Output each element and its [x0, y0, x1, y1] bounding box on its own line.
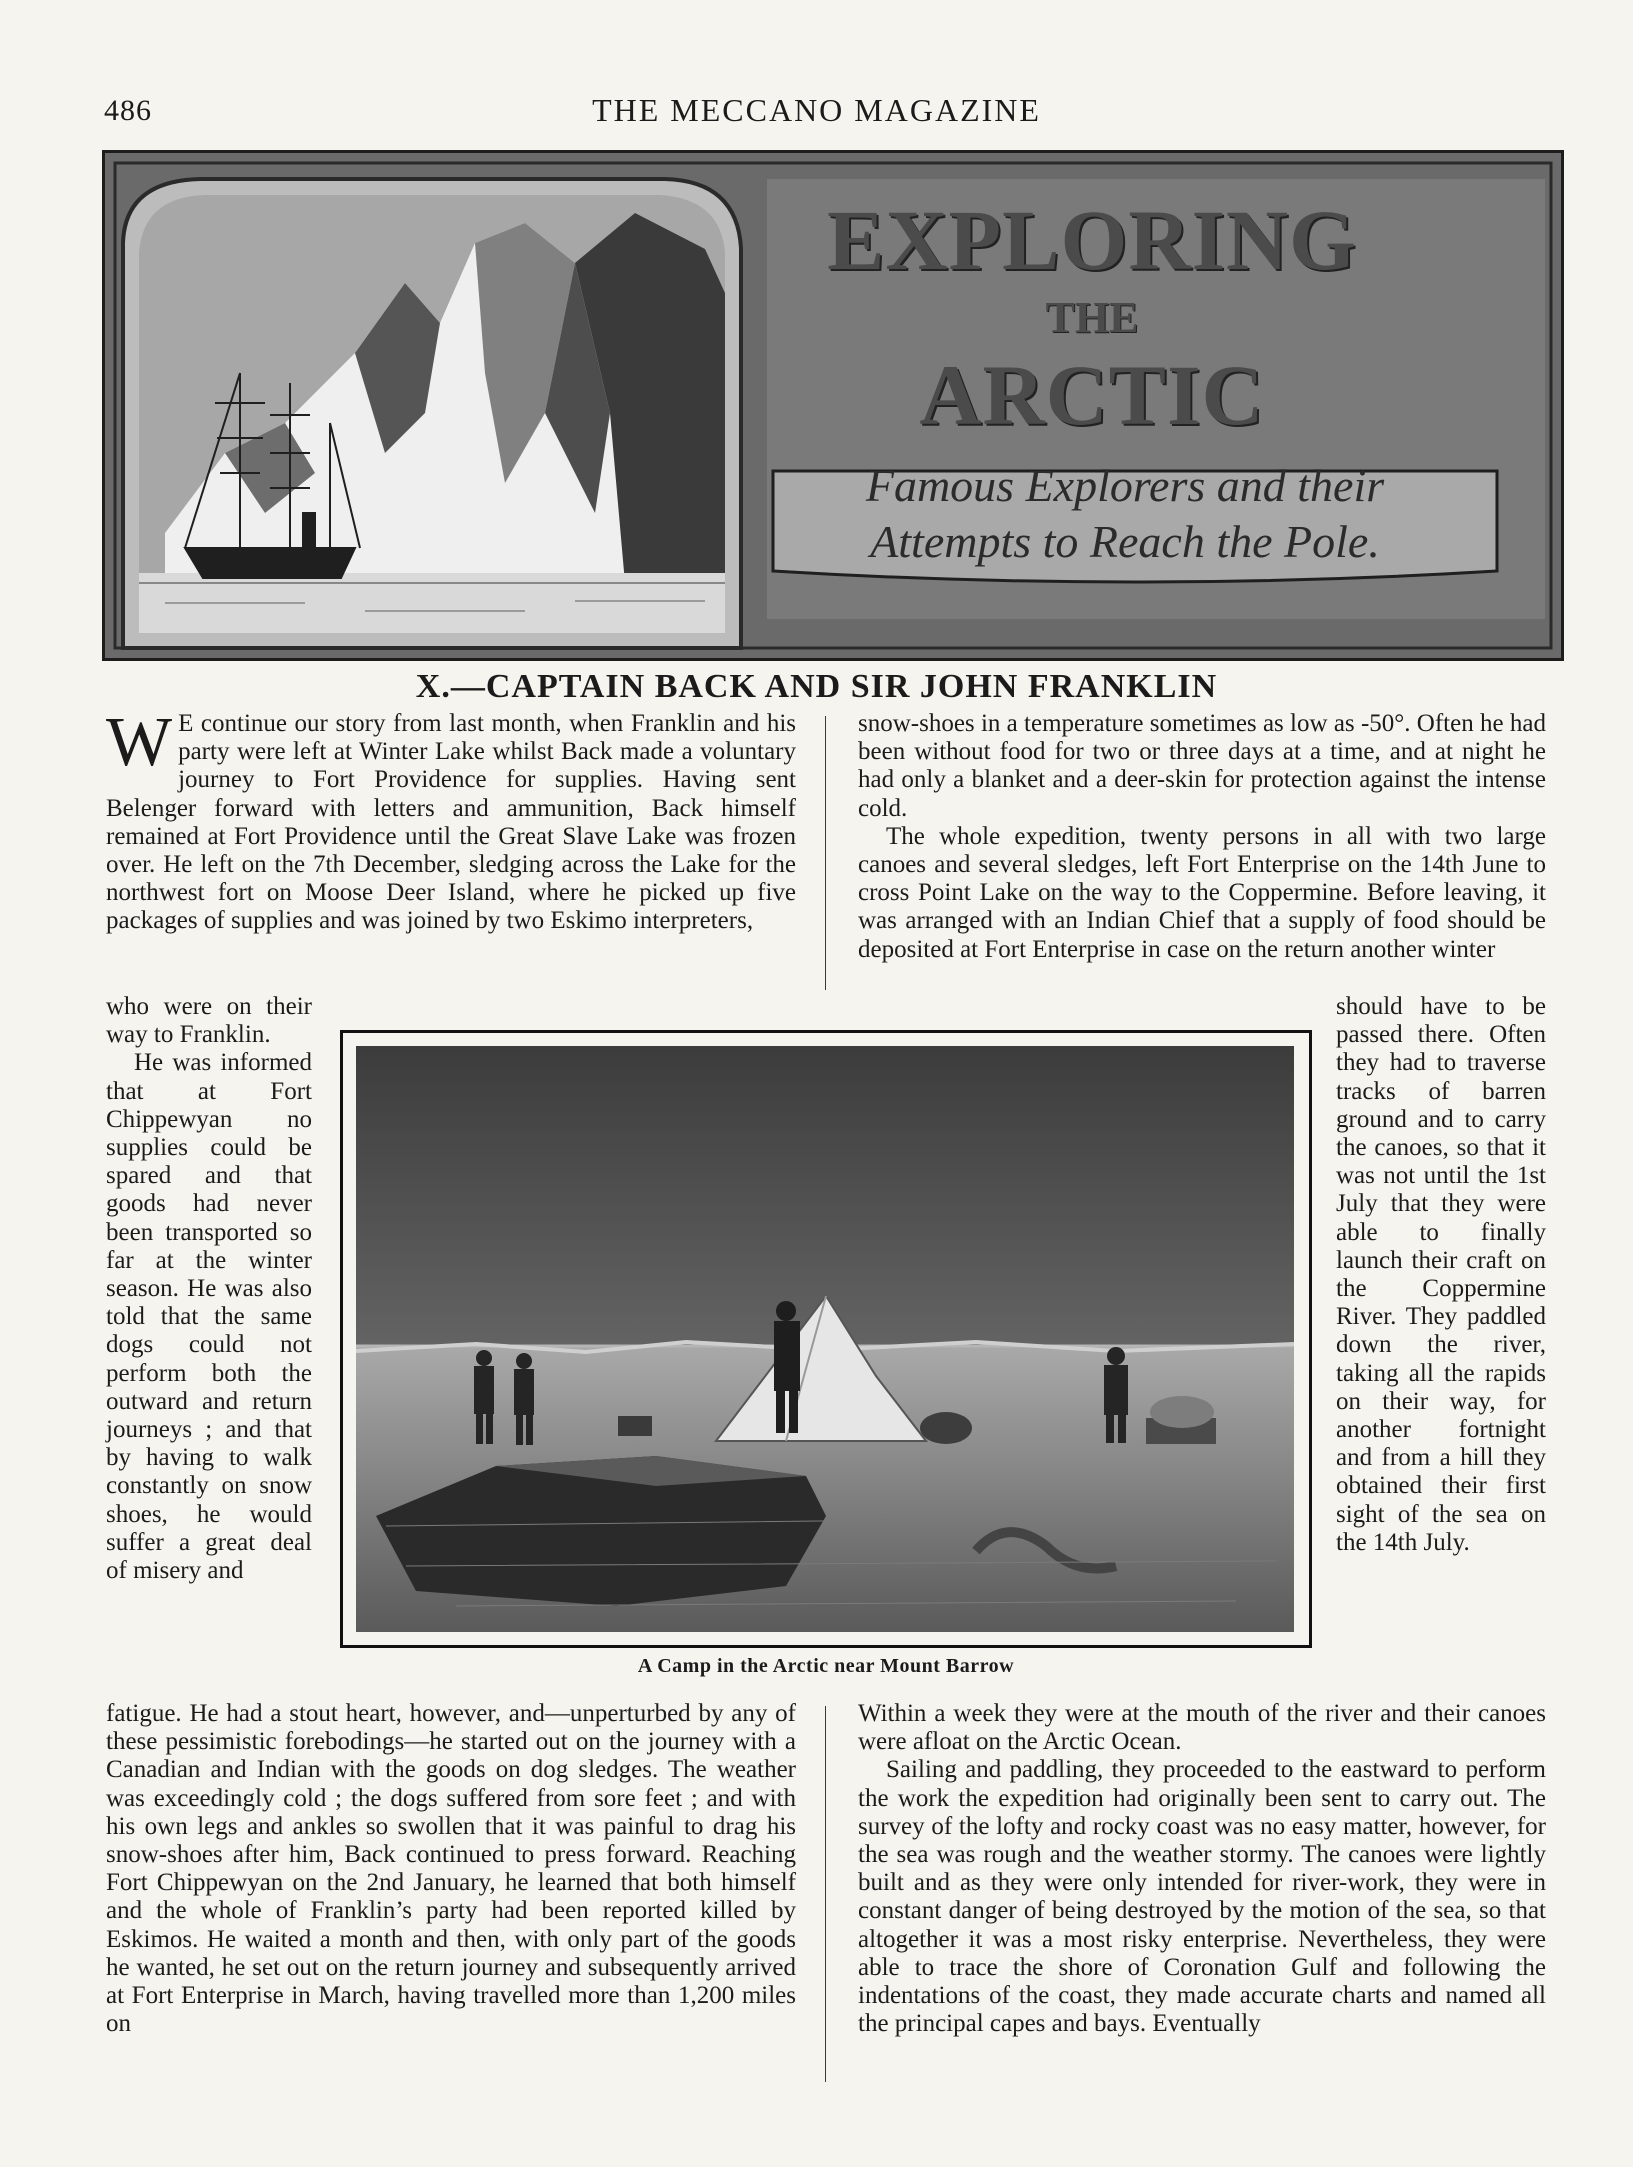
column-2-paragraph-1: snow-shoes in a temperature sometimes as low as -50°. Often he had been without food for two or three days at a time, and at night he had only a blanket and a deer-skin for protection against the intense cold.	[858, 710, 1546, 822]
right-narrow-paragraph: should have to be passed there. Often they had to traverse tracks of barren ground and to carry the canoes, so that it was not until the 1st July that they were able to finally launch their craft on the Coppermine River. They paddled down the river, taking all the rapids on their way, for another fortnight and from a hill they obtained their first sight of the sea on the 14th July.	[1336, 993, 1546, 1556]
sledge	[1146, 1396, 1216, 1444]
column-rule-bottom	[825, 1706, 826, 2082]
column-2-bottom-paragraph-2: Sailing and paddling, they proceeded to the eastward to perform the work the expedition had originally been sent to carry out. The survey of the lofty and rocky coast was no easy matter, however, for the sea was rough and the weather stormy. The canoes were lightly built and as they were only intended for river-work, they were in constant danger of being destroyed by the motion of the sea, so that altogether it was a most risky enterprise. Nevertheless, they were able to trace the shore of Coronation Gulf and following the indentations of the coast, they made accurate charts and named all the principal capes and bays. Eventually	[858, 1756, 1546, 2038]
barrel	[920, 1412, 972, 1444]
banner-title-exploring: EXPLORING	[827, 192, 1357, 288]
page-number: 486	[104, 94, 152, 127]
left-narrow-paragraph-1: who were on their way to Franklin.	[106, 993, 312, 1049]
column-1-top-text: E continue our story from last month, when Franklin and his party were left at Winter Lake whilst Back made a voluntary journey to Fort Providence for supplies. Having sent Belenger forward with letters and ammunition, Back himself remained at Fort Providence until the Great Slave Lake was frozen over. He left on the 7th December, sledging across the Lake for the northwest fort on Moose Deer Island, where he picked up five packages of supplies and was joined by two Eskimo interpreters,	[106, 710, 796, 935]
banner-subtitle	[775, 458, 1475, 570]
arctic-camp-photo	[356, 1046, 1294, 1632]
column-2-paragraph-2: The whole expedition, twenty persons in all with two large canoes and several sledges, left Fort Enterprise on the 14th June to cross Point Lake on the way to the Coppermine. Before leaving, it was arranged with an Indian Chief that a supply of food should be deposited at Fort Enterprise in case on the return another winter	[858, 822, 1546, 963]
column-2-top	[858, 710, 1546, 964]
banner-title-the: THE	[1045, 293, 1139, 342]
right-narrow-column	[1336, 993, 1546, 1557]
left-narrow-column	[106, 993, 312, 1585]
column-2-bottom-paragraph-1: Within a week they were at the mouth of the river and their canoes were afloat on the Arctic Ocean.	[858, 1700, 1546, 1756]
banner-subtitle-line-2: Attempts to Reach the Pole.	[870, 516, 1380, 567]
column-1-bottom	[106, 1700, 796, 2038]
magazine-title: THE MECCANO MAGAZINE	[592, 92, 1041, 128]
left-narrow-paragraph-2: He was informed that at Fort Chippewyan no supplies could be spared and that goods had never been transported so far at the winter season. He was also told that the same dogs could not perform both the outward and return journeys ; and that by having to walk constantly on snow shoes, he would suffer a great deal of misery and	[106, 1049, 312, 1585]
photo-caption: A Camp in the Arctic near Mount Barrow	[637, 1655, 1015, 1677]
column-1-bottom-text: fatigue. He had a stout heart, however, and—unperturbed by any of these pessimistic forebodings—he started out on the journey with a Canadian and Indian with the goods on dog sledges. The weather was exceedingly cold ; the dogs suffered from sore feet ; and with his own legs and ankles so swollen that it was painful to drag his snow-shoes after him, Back continued to press forward. Reaching Fort Chippewyan on the 2nd January, he learned that both himself and the whole of Franklin’s party had been reported killed by Eskimos. He waited a month and then, with only part of the goods he wanted, he set out on the return journey and subsequently arrived at Fort Enterprise in March, having travelled more than 1,200 miles on	[106, 1700, 796, 2038]
banner-subtitle-line-1: Famous Explorers and their	[865, 460, 1385, 511]
column-rule-top	[825, 716, 826, 990]
drop-cap: W	[106, 704, 173, 781]
column-1-top	[106, 704, 796, 936]
article-heading: X.—CAPTAIN BACK AND SIR JOHN FRANKLIN	[415, 668, 1218, 705]
banner-title-arctic: ARCTIC	[919, 347, 1265, 443]
column-2-bottom	[858, 1700, 1546, 2038]
